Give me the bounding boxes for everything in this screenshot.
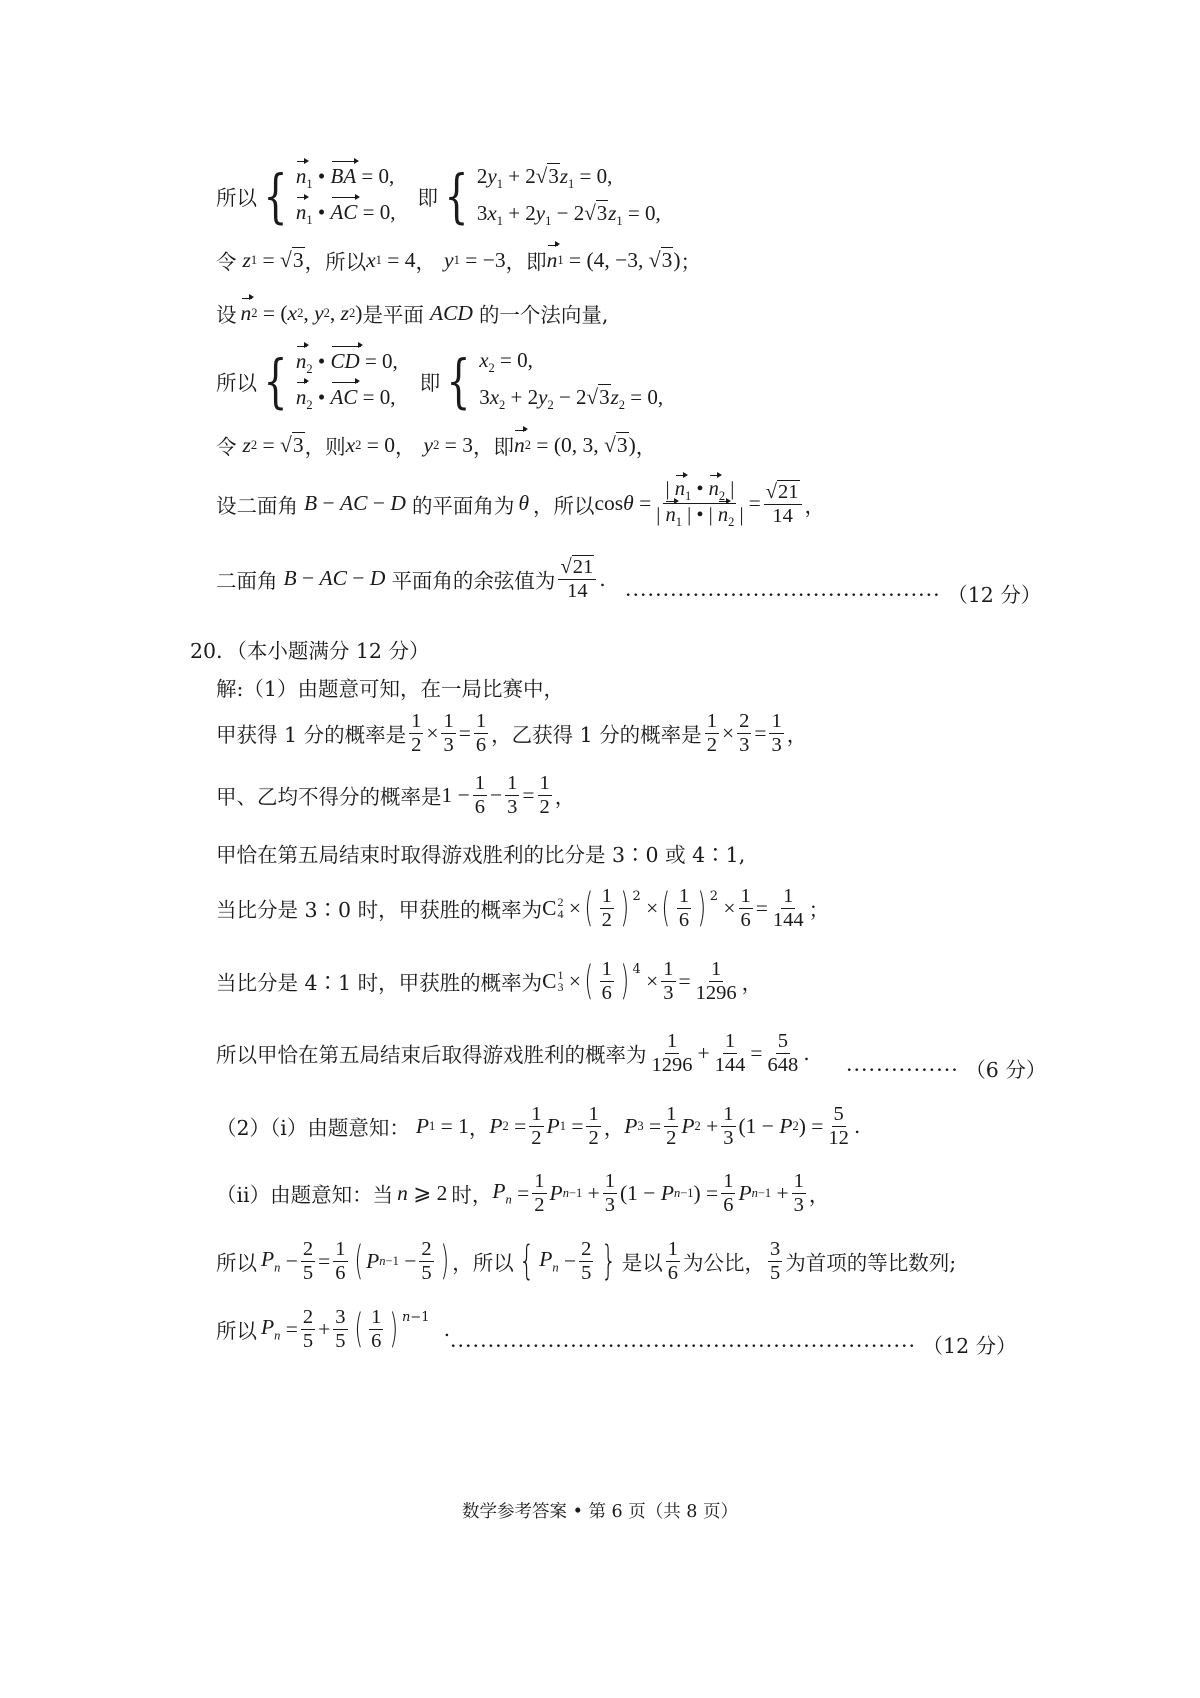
text-plane: 是平面 [362,303,424,327]
text-part2-ii: （ⅱ）由题意知：当 [216,1183,394,1208]
equation-system-n2 [216,348,663,413]
text-comma-3: ， [635,435,657,459]
text-first-term: 为首项的等比数列; [785,1251,957,1276]
text-cosine-value: 平面角的余弦值为 [391,568,556,593]
question-20-title: 20．（本小题满分 12 分） [190,639,430,663]
text-semicolon: ； [680,250,701,274]
line-set-n2: 设 n 2 = ( x 2 , y 2 , z 2 ) 是平面 ACD 的一个法向量, [216,298,608,328]
text-ratio: 为公比， [683,1251,766,1276]
text-comma-7: ， [741,971,763,996]
text-comma-2: ， [395,435,416,459]
text-semicolon-2: ； [808,898,830,923]
line-set-z2: 令 z 2 = √ 3 ，则 x 2 = 0 ， y 2 = 3 ，即 n 2 = (0, 3, √ 3 ) ， [216,430,656,460]
score-line-12b [450,1329,1017,1359]
dots-2: ··············· [846,1058,959,1082]
frac-answer: √ 21 14 [558,555,596,603]
frac-sqrt21-14: √ 21 14 [764,480,802,528]
q20-intro: 解:（1）由题意可知，在一局比赛中， [216,677,564,701]
q20-part2-i: （2）（ⅰ）由题意知： P 1 = 1 ， P 2 = $\frac{1}{2}$ P 1 = $\frac{1}{2}$ ， P 3 = $\frac{1}{2}$ P 2 + $\frac{1}{3}$ (1 − P 2 ) = $\frac{5}{12}$ . [216,1103,861,1149]
text-comma-4: ， [804,493,826,518]
text-suoyi-3: 所以 [216,1251,257,1276]
text-case-30: 当比分是 3∶0 时，甲获胜的概率为 [216,898,543,923]
text-none-prob: 甲、乙均不得分的概率是 [216,785,442,810]
text-plane-angle: 的平面角为 [411,493,515,518]
text-she: 设 [216,303,237,327]
text-then: ，则 [304,435,346,459]
text-period-3: . [853,1114,861,1139]
score-line-12a [625,578,1041,608]
page-footer: 数学参考答案 • 第 6 页（共 8 页） [462,1502,738,1522]
line-dihedral-answer: 二面角 B − AC − D 平面角的余弦值为 √ 21 14 . [216,556,606,602]
text-suoyi-2: 所以 [216,370,257,395]
text-comma-6: ， [554,785,576,810]
text-period: . [599,566,606,591]
q20-case-41: 当比分是 4∶1 时，甲获胜的概率为 C 1 3 × ( $\frac{1}{6}$ ) 4 × $\frac{1}{3}$ = $\frac{1}{1296}$ ， [216,958,763,1005]
text-so: ，所以 [304,250,367,274]
equation-system-n1 [216,163,661,229]
text-period-4: . [443,1317,451,1342]
text-a-prob: 甲获得 1 分的概率是 [216,723,407,748]
text-ji2: ，即 [505,250,547,274]
text-case-41: 当比分是 4∶1 时，甲获胜的概率为 [216,971,543,996]
text-normal-vector: 的一个法向量, [478,303,609,327]
text-so-3: ，所以 [452,1251,514,1276]
score-line-6 [846,1053,1046,1083]
score-12-b: （12 分） [922,1334,1017,1358]
system-vectors: { $n_1$ • BA = 0, $n_1$ • AC = 0, [263,162,396,231]
q20-case-30: 当比分是 3∶0 时，甲获胜的概率为 C 2 4 × ( $\frac{1}{2}$ ) 2 × ( $\frac{1}{6}$ ) 2 × $\frac{1}{6}$ = $\frac{1}{144}$ ； [216,885,830,932]
text-period-2: . [803,1041,810,1066]
text-dihedral: 设二面角 [216,493,298,518]
text-ji: 即 [417,186,438,211]
text-is: 是以 [621,1251,663,1276]
text-suoyi: 所以 [216,186,257,211]
text-suoyi-4: 所以 [216,1319,257,1344]
q20-score-cases: 甲恰在第五局结束时取得游戏胜利的比分是 3∶0 或 4∶1, [216,843,746,867]
text-comma-10: ， [808,1183,830,1208]
text-ji-2: 即 [419,370,441,395]
text-part2-i: （2）（ⅰ）由题意知： [216,1116,410,1141]
text-b-prob: ，乙获得 1 分的概率是 [491,723,702,748]
text-ji3: ，即 [472,435,514,459]
q20-part2-ii: （ⅱ）由题意知：当 n ⩾ 2 时， $P_n$ = $\frac{1}{2}$ P n−1 + $\frac{1}{3}$ (1 − P n−1 ) = $\frac{1}{6}$ P n−1 + $\frac{1}{3}$ ， [216,1170,830,1216]
system-coordinates: { $2y_1 + 2√$ 3 $z_1 = 0$, $3x_1 + 2y_1 - 2√$ 3 $z_1 = 0$, [444,162,661,231]
score-12: （12 分） [947,583,1042,607]
q20-total-prob: 所以甲恰在第五局结束后取得游戏胜利的概率为 $\frac{1}{1296}$ + $\frac{1}{144}$ = $\frac{5}{648}$ . [216,1030,810,1076]
line-set-z1: 令 z 1 = √ 3 ，所以 x 1 = 4 ， y 1 = −3 ，即 n 1 = (4, −3, √ 3 ) ； [216,245,701,275]
text-when: 时， [451,1183,493,1208]
system-coordinates-2: { $x_2 = 0$, $3x_2 + 2y_2 - 2√$ 3 $z_2 = 0$, [446,346,664,415]
q20-final-formula: 所以 $P_n$ = $\frac{2}{5}$ + $\frac{3}{5}$ ( $\frac{1}{6}$ ) n−1 . [216,1306,451,1353]
score-6: （6 分） [965,1058,1047,1082]
dots: ·········································· [625,583,941,607]
system-vectors-2: { $n_2$ • CD = 0, $n_2$ • AC = 0, [263,346,398,415]
text-so-2: ，所以 [533,493,595,518]
dots-3: ······························································ [450,1334,917,1358]
frac-cos: $\frac{| n_1 • n_2 |}{| n_1 | • | n_2 |}$ [656,478,744,530]
text-comma: ， [415,250,437,274]
text-ling: 令 [216,250,237,274]
q20-prob-a-b: 甲获得 1 分的概率是 $\frac{1}{2}$ × $\frac{1}{3}$ = $\frac{1}{6}$ ，乙获得 1 分的概率是 $\frac{1}{2}$ × $\frac{2}{3}$ = $\frac{1}{3}$ ， [216,710,808,756]
text-ling-2: 令 [216,435,237,459]
text-comma-9: ， [603,1116,625,1141]
q20-prob-none: 甲、乙均不得分的概率是 1 − $\frac{1}{6}$ − $\frac{1}{3}$ = $\frac{1}{2}$ ， [216,772,576,818]
text-comma-5: ， [786,723,808,748]
text-comma-8: ， [468,1116,490,1141]
text-dihedral-2: 二面角 [216,568,278,593]
line-cos-theta: 设二面角 B − AC − D 的平面角为 θ ，所以 cos θ = $\frac{| n_1 • n_2 |}{| n_1 | • | n_2 |}$ = √ 21 14 ， [216,478,826,530]
q20-geometric: 所以 $P_n$ − $\frac{2}{5}$ = $\frac{1}{6}$ ( P n−1 − $\frac{2}{5}$ ) ，所以 { $P_n$ − $\frac{2}{5}$ } 是以 $\frac{1}{6}$ 为公比， $\frac{3}{5}$ 为首项的等比数列; [216,1238,957,1285]
text-total: 所以甲恰在第五局结束后取得游戏胜利的概率为 [216,1043,647,1068]
